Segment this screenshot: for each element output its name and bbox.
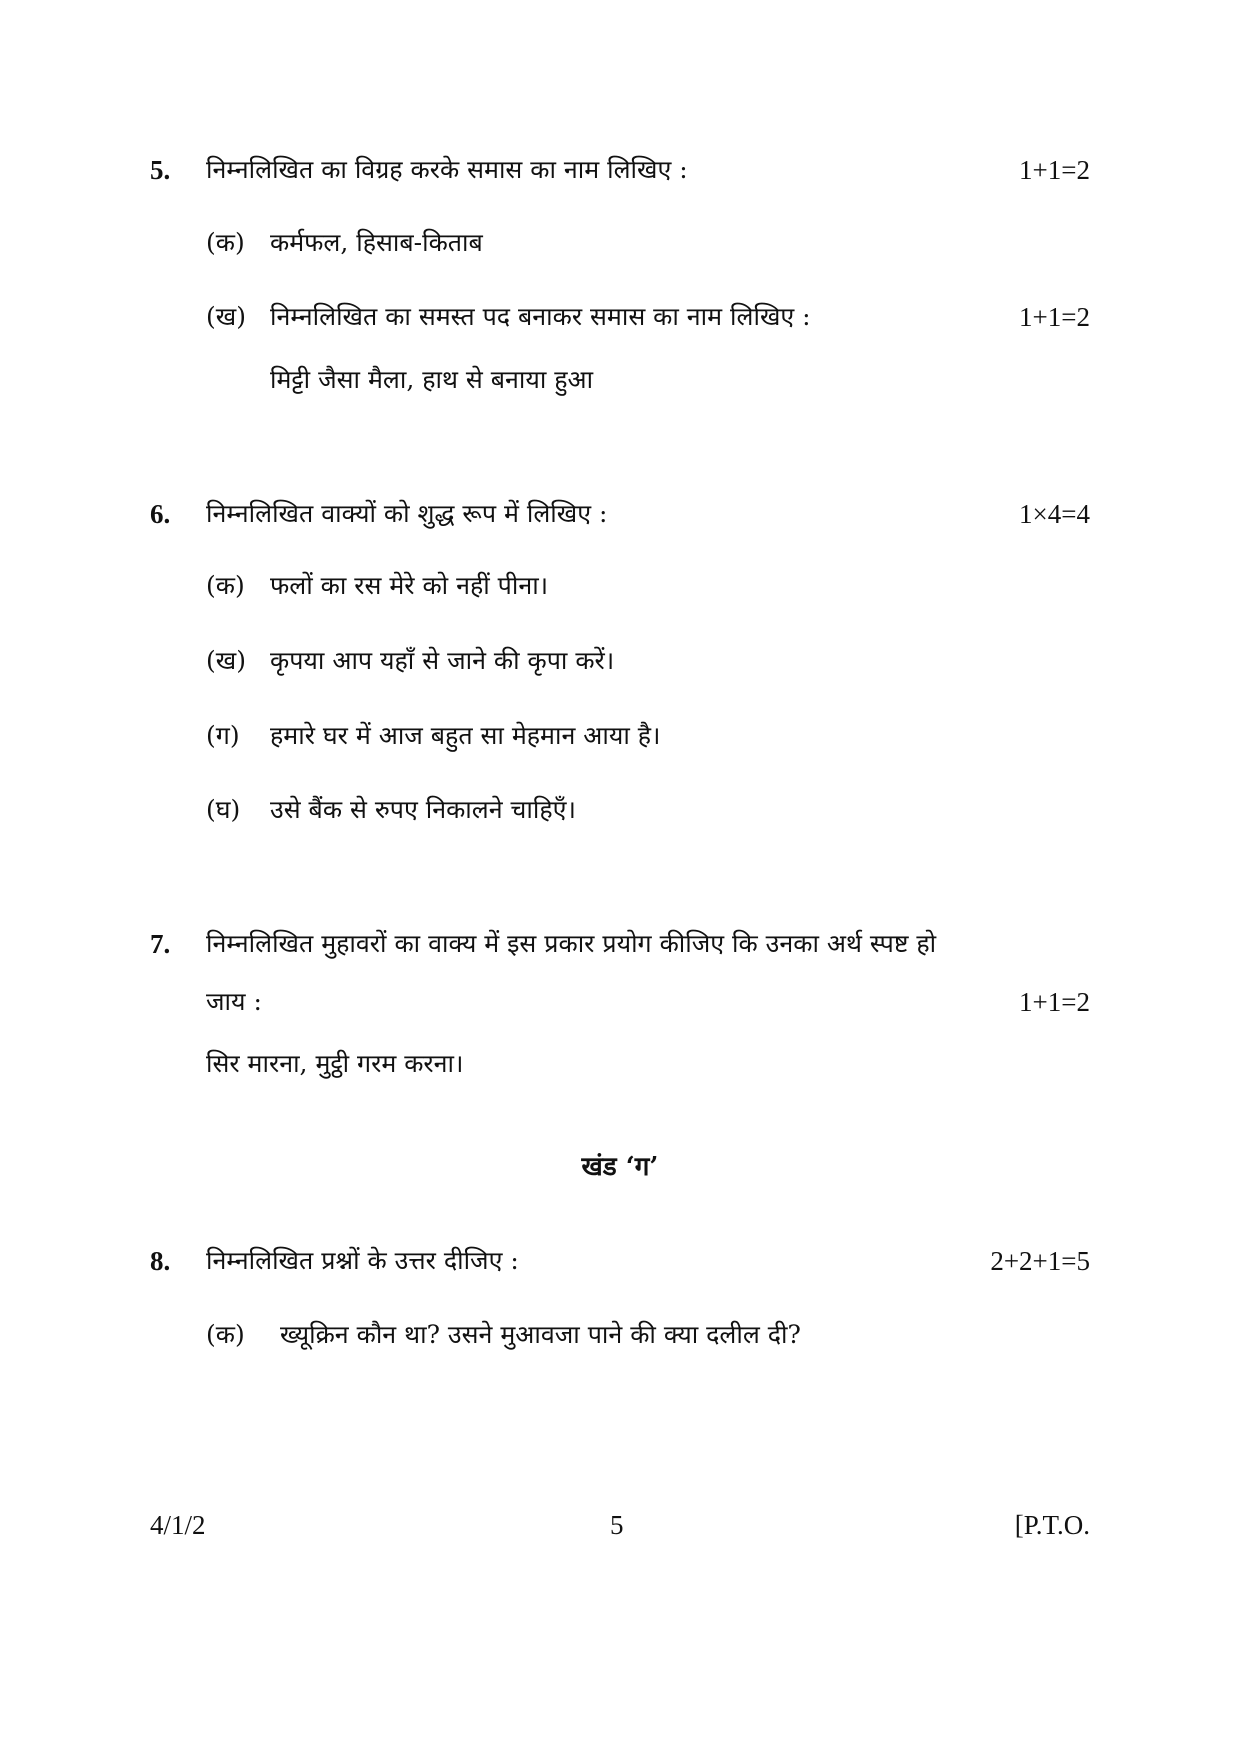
part-label: (क) xyxy=(206,1320,245,1349)
question-marks: 1×4=4 xyxy=(1019,499,1090,529)
part-label: (ख) xyxy=(206,302,246,331)
part-text: फलों का रस मेरे को नहीं पीना। xyxy=(270,571,549,600)
question-marks: 2+2+1=5 xyxy=(990,1246,1090,1276)
question-stem: निम्नलिखित वाक्यों को शुद्ध रूप में लिखिए : xyxy=(206,499,608,528)
part-marks: 1+1=2 xyxy=(1019,302,1090,332)
question-number: 5. xyxy=(150,155,171,185)
page-number: 5 xyxy=(610,1510,624,1540)
question-number: 6. xyxy=(150,499,171,529)
idiom-list: सिर मारना, मुट्ठी गरम करना। xyxy=(206,1049,464,1078)
part-text: ख्यूक्रिन कौन था? उसने मुआवजा पाने की क्या दलील दी? xyxy=(280,1320,801,1349)
part-text: कर्मफल, हिसाब-किताब xyxy=(270,228,483,257)
question-stem: निम्नलिखित प्रश्नों के उत्तर दीजिए : xyxy=(206,1246,519,1275)
question-marks: 1+1=2 xyxy=(1019,155,1090,185)
question-stem: निम्नलिखित का विग्रह करके समास का नाम लिखिए : xyxy=(206,155,688,184)
question-stem-line-1: निम्नलिखित मुहावरों का वाक्य में इस प्रकार प्रयोग कीजिए कि उनका अर्थ स्पष्ट हो xyxy=(206,929,937,958)
question-stem-line-2: जाय : xyxy=(206,987,262,1016)
part-label: (क) xyxy=(206,228,245,257)
part-text: हमारे घर में आज बहुत सा मेहमान आया है। xyxy=(270,721,661,750)
part-label: (क) xyxy=(206,571,245,600)
part-label: (ख) xyxy=(206,646,246,675)
part-text: निम्नलिखित का समस्त पद बनाकर समास का नाम लिखिए : xyxy=(270,302,811,331)
part-continuation: मिट्टी जैसा मैला, हाथ से बनाया हुआ xyxy=(270,365,594,394)
question-number: 7. xyxy=(150,929,171,959)
part-label: (घ) xyxy=(206,795,241,824)
paper-code: 4/1/2 xyxy=(150,1510,206,1540)
part-text: कृपया आप यहाँ से जाने की कृपा करें। xyxy=(270,646,615,675)
question-marks: 1+1=2 xyxy=(1019,987,1090,1017)
pto-marker: [P.T.O. xyxy=(1014,1510,1090,1540)
part-label: (ग) xyxy=(206,721,240,750)
section-heading: खंड ‘ग’ xyxy=(581,1152,659,1182)
part-text: उसे बैंक से रुपए निकालने चाहिएँ। xyxy=(270,795,576,824)
question-number: 8. xyxy=(150,1246,171,1276)
